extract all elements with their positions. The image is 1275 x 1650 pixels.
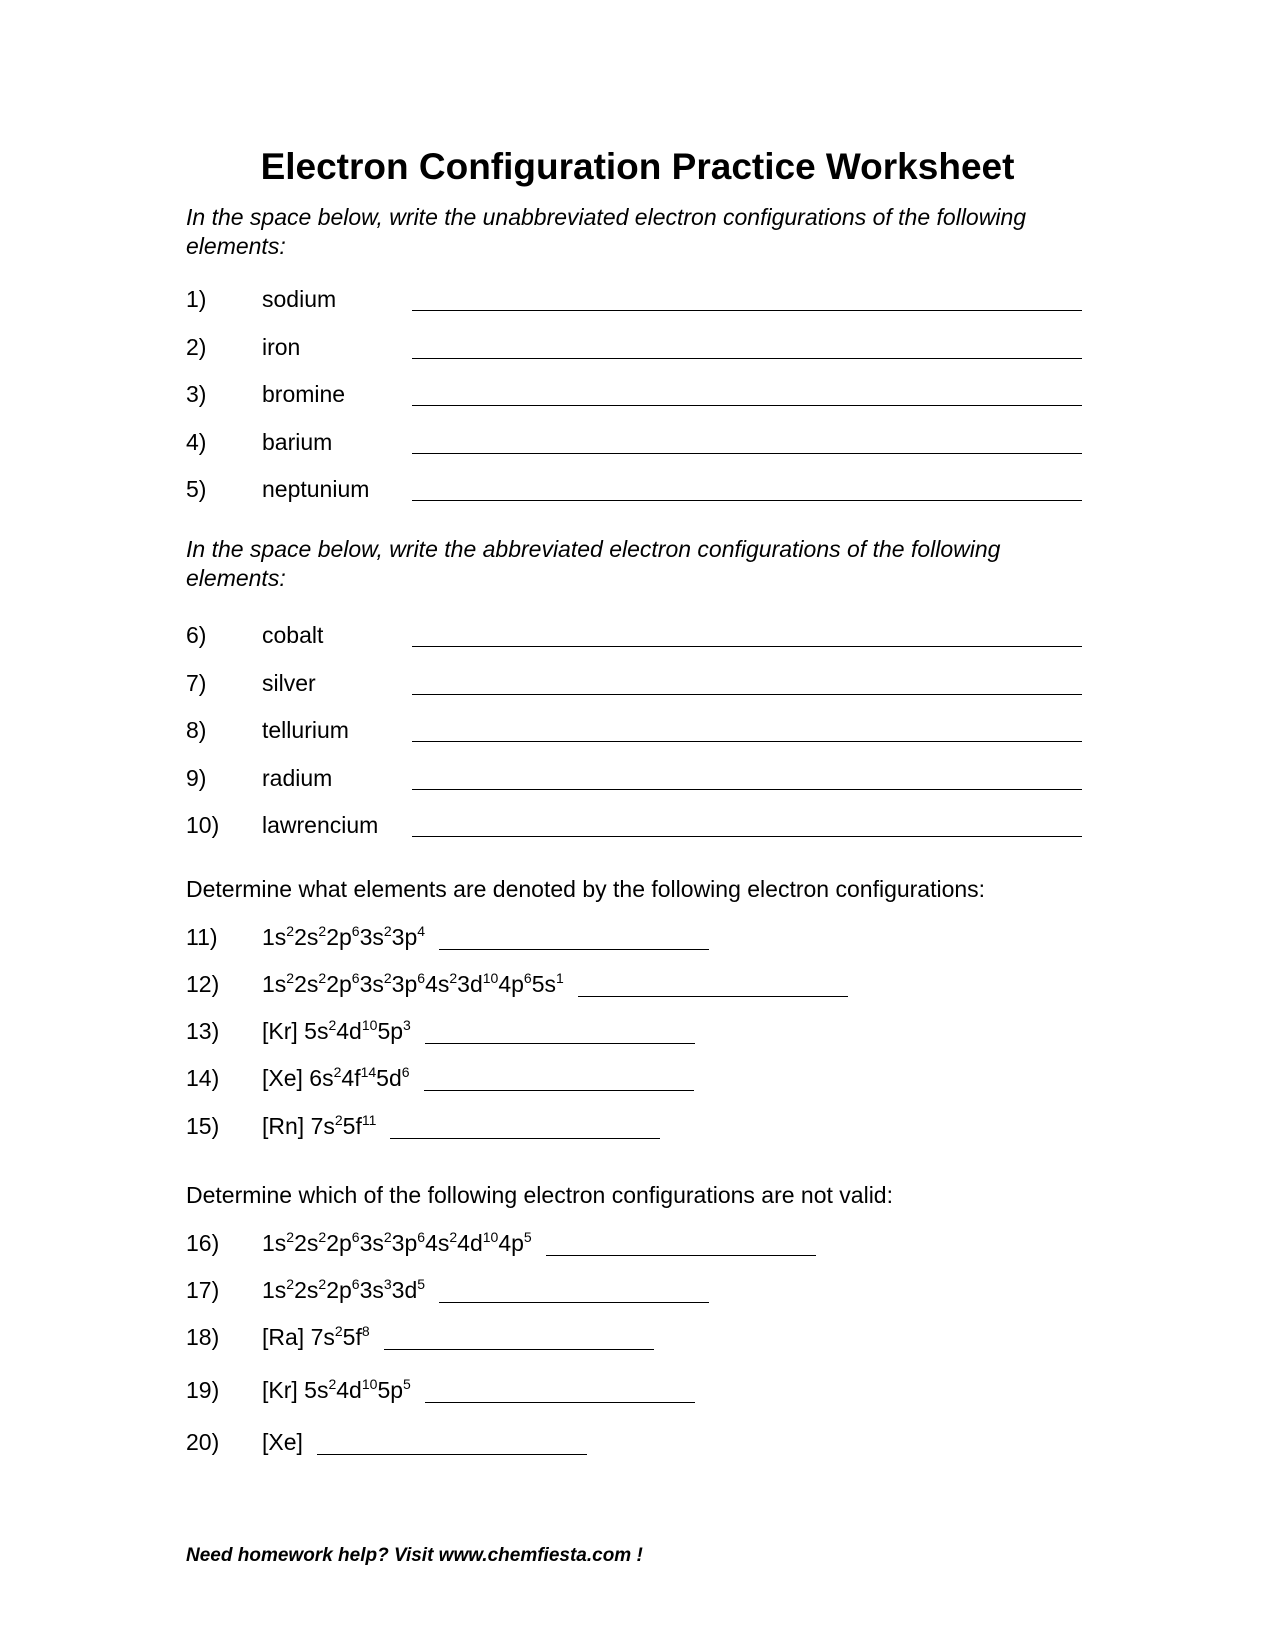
question-number: 6) bbox=[186, 622, 207, 648]
element-name: neptunium bbox=[262, 476, 370, 502]
element-name: lawrencium bbox=[262, 812, 379, 838]
superscript: 10 bbox=[482, 1229, 499, 1245]
question-number: 3) bbox=[186, 381, 207, 407]
answer-blank[interactable] bbox=[424, 1090, 694, 1091]
answer-line[interactable] bbox=[412, 405, 1082, 406]
superscript: 3 bbox=[383, 1276, 392, 1292]
electron-configuration bbox=[262, 1428, 587, 1457]
superscript: 2 bbox=[334, 1112, 343, 1128]
configuration-text: $1s^22s^22p^63s^33d^5$ bbox=[262, 1276, 426, 1303]
superscript: 5 bbox=[417, 1276, 426, 1292]
superscript: 6 bbox=[417, 1229, 426, 1245]
page-title: Electron Configuration Practice Worksheet bbox=[260, 146, 1015, 187]
question-number: 5) bbox=[186, 476, 207, 502]
answer-blank[interactable] bbox=[546, 1255, 816, 1256]
superscript: 6 bbox=[401, 1064, 410, 1080]
electron-configuration bbox=[262, 1064, 694, 1093]
element-name: iron bbox=[262, 333, 301, 360]
section3-instruction: Determine what elements are denoted by the following electron configurations: bbox=[186, 876, 986, 902]
superscript: 6 bbox=[351, 1276, 360, 1292]
superscript: 8 bbox=[361, 1323, 370, 1339]
question-number: 12) bbox=[186, 971, 220, 997]
electron-configuration bbox=[262, 1323, 654, 1352]
question-number: 9) bbox=[186, 764, 207, 791]
answer-line[interactable] bbox=[412, 358, 1082, 359]
superscript: 2 bbox=[383, 1229, 392, 1245]
configuration-text: [Rn] $7s^25f^{11}$ bbox=[262, 1112, 377, 1139]
superscript: 2 bbox=[318, 1276, 327, 1292]
question-number: 4) bbox=[186, 428, 207, 455]
electron-configuration bbox=[262, 1229, 816, 1258]
superscript: 2 bbox=[449, 1229, 458, 1245]
superscript: 2 bbox=[328, 1376, 337, 1392]
element-name: silver bbox=[262, 669, 316, 696]
superscript: 3 bbox=[403, 1017, 411, 1033]
answer-blank[interactable] bbox=[317, 1454, 587, 1455]
answer-line[interactable] bbox=[412, 500, 1082, 501]
answer-line[interactable] bbox=[412, 741, 1082, 742]
superscript: 2 bbox=[328, 1017, 337, 1033]
configuration-text: [Xe] $6s^24f^{14}5d^6$ bbox=[262, 1064, 410, 1091]
superscript: 2 bbox=[318, 923, 327, 939]
question-number: 14) bbox=[186, 1065, 220, 1091]
answer-line[interactable] bbox=[412, 694, 1082, 695]
superscript: 2 bbox=[286, 970, 295, 986]
configuration-text: $1s^22s^22p^63s^23p^64s^23d^{10}4p^65s^1$ bbox=[262, 970, 564, 997]
answer-blank[interactable] bbox=[578, 996, 848, 997]
superscript: 2 bbox=[449, 970, 458, 986]
element-name: sodium bbox=[262, 286, 337, 312]
question-number: 10) bbox=[186, 812, 220, 838]
answer-blank[interactable] bbox=[390, 1138, 660, 1139]
configuration-text: [Kr] $5s^24d^{10}5p^3$ bbox=[262, 1017, 411, 1044]
answer-blank[interactable] bbox=[425, 1043, 695, 1044]
element-name: tellurium bbox=[262, 717, 349, 743]
question-number: 17) bbox=[186, 1277, 220, 1303]
superscript: 2 bbox=[383, 923, 392, 939]
superscript: 2 bbox=[318, 970, 327, 986]
superscript: 5 bbox=[523, 1229, 532, 1245]
superscript: 2 bbox=[333, 1064, 342, 1080]
question-number: 16) bbox=[186, 1230, 220, 1256]
superscript: 2 bbox=[318, 1229, 327, 1245]
superscript: 6 bbox=[351, 1229, 360, 1245]
section2-instruction: In the space below, write the abbreviated electron configurations of the following elements: bbox=[186, 536, 1001, 591]
configuration-text: [Kr] $5s^24d^{10}5p^5$ bbox=[262, 1376, 411, 1403]
superscript: 5 bbox=[403, 1376, 411, 1392]
element-name: cobalt bbox=[262, 622, 324, 648]
question-number: 20) bbox=[186, 1429, 220, 1455]
section4-instruction: Determine which of the following electron configurations are not valid: bbox=[186, 1182, 893, 1208]
configuration-text: [Ra] $7s^25f^8$ bbox=[262, 1323, 370, 1350]
superscript: 10 bbox=[361, 1376, 378, 1392]
answer-line[interactable] bbox=[412, 836, 1082, 837]
answer-line[interactable] bbox=[412, 453, 1082, 454]
question-number: 13) bbox=[186, 1018, 220, 1044]
superscript: 2 bbox=[383, 970, 392, 986]
element-name: bromine bbox=[262, 381, 346, 407]
superscript: 10 bbox=[361, 1017, 378, 1033]
configuration-text: [Xe] bbox=[262, 1429, 303, 1455]
footer-note: Need homework help? Visit www.chemfiesta.com ! bbox=[186, 1545, 643, 1566]
answer-line[interactable] bbox=[412, 310, 1082, 311]
electron-configuration bbox=[262, 923, 709, 952]
superscript: 1 bbox=[556, 970, 564, 986]
configuration-text: $1s^22s^22p^63s^23p^4$ bbox=[262, 923, 426, 950]
superscript: 4 bbox=[417, 923, 426, 939]
element-name: radium bbox=[262, 764, 333, 791]
question-number: 2) bbox=[186, 333, 207, 360]
superscript: 6 bbox=[523, 970, 532, 986]
superscript: 2 bbox=[286, 923, 295, 939]
superscript: 6 bbox=[351, 923, 360, 939]
electron-configuration bbox=[262, 970, 848, 999]
question-number: 15) bbox=[186, 1113, 220, 1139]
element-name: barium bbox=[262, 428, 333, 455]
answer-line[interactable] bbox=[412, 646, 1082, 647]
answer-blank[interactable] bbox=[439, 1302, 709, 1303]
superscript: 2 bbox=[334, 1323, 343, 1339]
superscript: 14 bbox=[360, 1064, 377, 1080]
superscript: 6 bbox=[417, 970, 426, 986]
electron-configuration bbox=[262, 1017, 695, 1046]
superscript: 2 bbox=[286, 1276, 295, 1292]
electron-configuration bbox=[262, 1112, 660, 1141]
answer-blank[interactable] bbox=[439, 949, 709, 950]
electron-configuration bbox=[262, 1276, 709, 1305]
question-number: 8) bbox=[186, 717, 207, 743]
answer-blank[interactable] bbox=[384, 1349, 654, 1350]
configuration-text: $1s^22s^22p^63s^23p^64s^24d^{10}4p^5$ bbox=[262, 1229, 532, 1256]
superscript: 6 bbox=[351, 970, 360, 986]
answer-line[interactable] bbox=[412, 789, 1082, 790]
section1-instruction: In the space below, write the unabbreviated electron configurations of the following elements: bbox=[186, 204, 1027, 259]
question-number: 19) bbox=[186, 1377, 220, 1403]
question-number: 11) bbox=[186, 924, 218, 950]
electron-configuration bbox=[262, 1376, 695, 1405]
answer-blank[interactable] bbox=[425, 1402, 695, 1403]
superscript: 11 bbox=[361, 1112, 377, 1128]
superscript: 2 bbox=[286, 1229, 295, 1245]
superscript: 10 bbox=[482, 970, 499, 986]
question-number: 7) bbox=[186, 669, 207, 696]
question-number: 1) bbox=[186, 286, 207, 312]
question-number: 18) bbox=[186, 1324, 220, 1350]
